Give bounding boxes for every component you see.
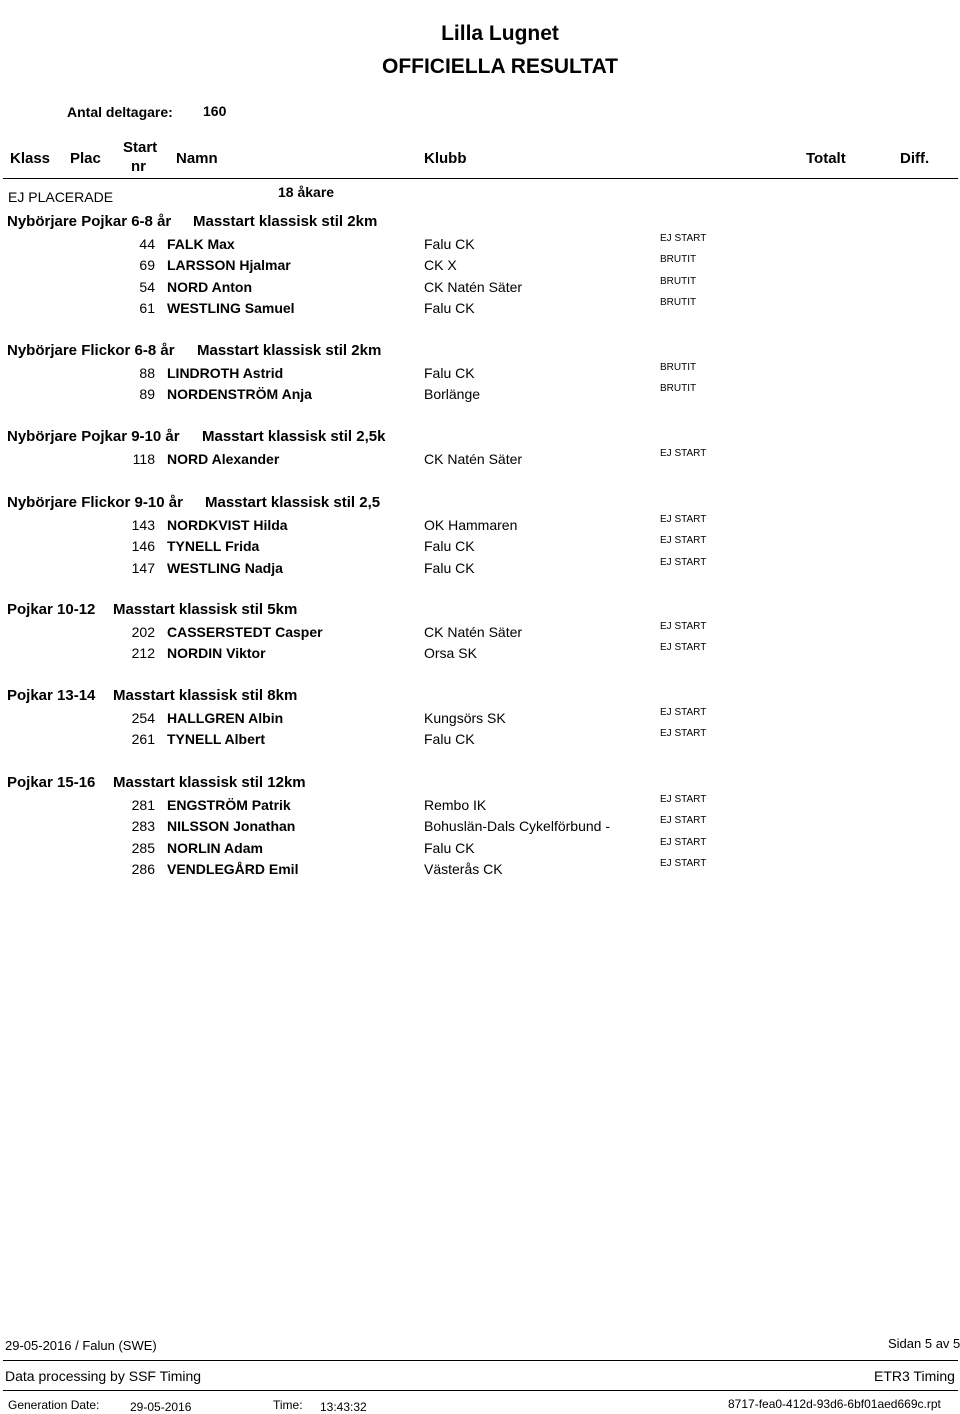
start-number: 147 [131,559,155,576]
footer-processing: Data processing by SSF Timing [5,1368,202,1384]
result-row [0,275,960,300]
report-title: OFFICIELLA RESULTAT [381,55,619,78]
result-row [0,383,960,407]
result-status: EJ START [660,794,707,805]
col-diff: Diff. [900,150,930,167]
section-title: Nybörjare Pojkar 6-8 år [7,213,172,230]
athlete-name: NORLIN Adam [167,839,263,856]
athlete-name: TYNELL Frida [167,538,260,555]
result-row [0,448,960,472]
result-status: EJ START [660,448,707,459]
athlete-name: NILSSON Jonathan [167,818,296,835]
athlete-name: VENDLEGÅRD Emil [167,860,299,877]
result-status: EJ START [660,514,707,525]
col-start: Start [123,139,158,156]
group-count: 18 åkare [278,184,335,200]
athlete-name: ENGSTRÖM Patrik [167,797,291,813]
start-number: 286 [131,860,155,877]
footer-time-value: 13:43:32 [320,1400,367,1414]
club-name: Falu CK [424,365,475,381]
group-label: EJ PLACERADE [8,189,114,205]
club-name: CK Natén Säter [424,451,523,467]
col-klass: Klass [10,150,51,167]
section-race: Masstart klassisk stil 5km [113,601,298,618]
athlete-name: FALK Max [167,236,235,252]
section-title: Nybörjare Flickor 6-8 år [7,342,175,359]
result-row [0,254,960,278]
athlete-name: TYNELL Albert [167,731,266,748]
result-status: EJ START [660,535,707,547]
result-status: BRUTIT [660,362,697,373]
club-name: Falu CK [424,236,475,252]
event-title: Lilla Lugnet [441,22,559,45]
section-title: Pojkar 13-14 [7,687,96,704]
start-number: 212 [131,645,155,662]
result-status: EJ START [660,642,707,654]
result-status: EJ START [660,621,707,632]
start-number: 61 [139,299,155,316]
result-row [0,836,960,861]
result-row [0,556,960,581]
athlete-name: NORD Anton [167,278,253,295]
result-status: EJ START [660,707,707,718]
result-row [0,233,960,257]
result-row [0,514,960,538]
club-name: Orsa SK [424,645,477,662]
section-title: Pojkar 10-12 [7,601,96,618]
result-status: BRUTIT [660,296,697,308]
result-status: EJ START [660,233,707,244]
footer-gen-label: Generation Date: [8,1398,100,1412]
col-plac: Plac [70,150,101,167]
club-name: Falu CK [424,538,475,555]
section-race: Masstart klassisk stil 2,5k [202,428,386,445]
club-name: Rembo IK [424,797,487,813]
result-row [0,296,960,321]
footer-date-place: 29-05-2016 / Falun (SWE) [5,1338,157,1353]
result-row [0,621,960,645]
start-number: 261 [131,731,155,748]
section-race: Masstart klassisk stil 12km [113,774,306,791]
club-name: Falu CK [424,299,475,316]
section-race: Masstart klassisk stil 8km [113,687,298,704]
section-race: Masstart klassisk stil 2,5 [205,494,381,511]
athlete-name: LINDROTH Astrid [167,365,284,381]
club-name: Bohuslän-Dals Cykelförbund - [424,818,610,835]
footer-gen-date: 29-05-2016 [130,1400,192,1414]
header-divider [3,178,958,179]
start-number: 146 [131,538,155,555]
start-number: 54 [139,278,155,295]
result-row [0,815,960,839]
start-number: 118 [132,451,155,467]
result-status: EJ START [660,857,707,869]
section-title: Pojkar 15-16 [7,774,96,791]
result-status: EJ START [660,836,707,848]
section-title: Nybörjare Pojkar 9-10 år [7,428,180,445]
col-namn: Namn [176,150,218,167]
athlete-name: CASSERSTEDT Casper [167,624,323,640]
result-status: EJ START [660,556,707,568]
start-number: 88 [139,365,155,381]
col-klubb: Klubb [424,150,467,167]
start-number: 143 [131,517,155,533]
result-row [0,707,960,731]
start-number: 69 [139,257,155,274]
start-number: 202 [131,624,155,640]
result-status: BRUTIT [660,383,697,395]
result-row [0,642,960,666]
club-name: CK Natén Säter [424,278,523,295]
section-race: Masstart klassisk stil 2km [193,213,378,230]
athlete-name: NORD Alexander [167,451,280,467]
result-status: EJ START [660,728,707,740]
result-status: BRUTIT [660,275,697,287]
club-name: Borlänge [424,386,481,403]
athlete-name: NORDKVIST Hilda [167,517,288,533]
result-row [0,728,960,752]
footer-system: ETR3 Timing [874,1368,955,1384]
participants-label: Antal deltagare: [67,104,173,120]
result-row [0,857,960,882]
club-name: Falu CK [424,731,475,748]
club-name: OK Hammaren [424,517,518,533]
footer-divider-2 [3,1390,958,1391]
result-row [0,362,960,386]
footer-divider-1 [3,1360,958,1361]
result-status: EJ START [660,815,707,827]
result-row [0,535,960,559]
club-name: Falu CK [424,559,475,576]
footer-page: Sidan 5 av 5 [888,1336,960,1351]
col-nr: nr [131,158,146,175]
result-status: BRUTIT [660,254,697,266]
section-title: Nybörjare Flickor 9-10 år [7,494,183,511]
athlete-name: NORDIN Viktor [167,645,266,662]
participants-value: 160 [203,103,227,119]
athlete-name: WESTLING Samuel [167,299,295,316]
start-number: 89 [139,386,155,403]
section-race: Masstart klassisk stil 2km [197,342,382,359]
start-number: 44 [139,236,155,252]
athlete-name: LARSSON Hjalmar [167,257,291,274]
athlete-name: NORDENSTRÖM Anja [167,386,312,403]
start-number: 281 [131,797,155,813]
athlete-name: WESTLING Nadja [167,559,283,576]
club-name: CK Natén Säter [424,624,523,640]
start-number: 285 [131,839,155,856]
club-name: Falu CK [424,839,475,856]
club-name: Västerås CK [424,860,503,877]
club-name: CK X [424,257,457,274]
footer-time-label: Time: [273,1398,303,1412]
club-name: Kungsörs SK [424,710,506,726]
start-number: 283 [131,818,155,835]
athlete-name: HALLGREN Albin [167,710,284,726]
footer-file: 8717-fea0-412d-93d6-6bf01aed669c.rpt [728,1397,941,1411]
result-row [0,794,960,818]
start-number: 254 [131,710,155,726]
col-totalt: Totalt [806,150,846,167]
